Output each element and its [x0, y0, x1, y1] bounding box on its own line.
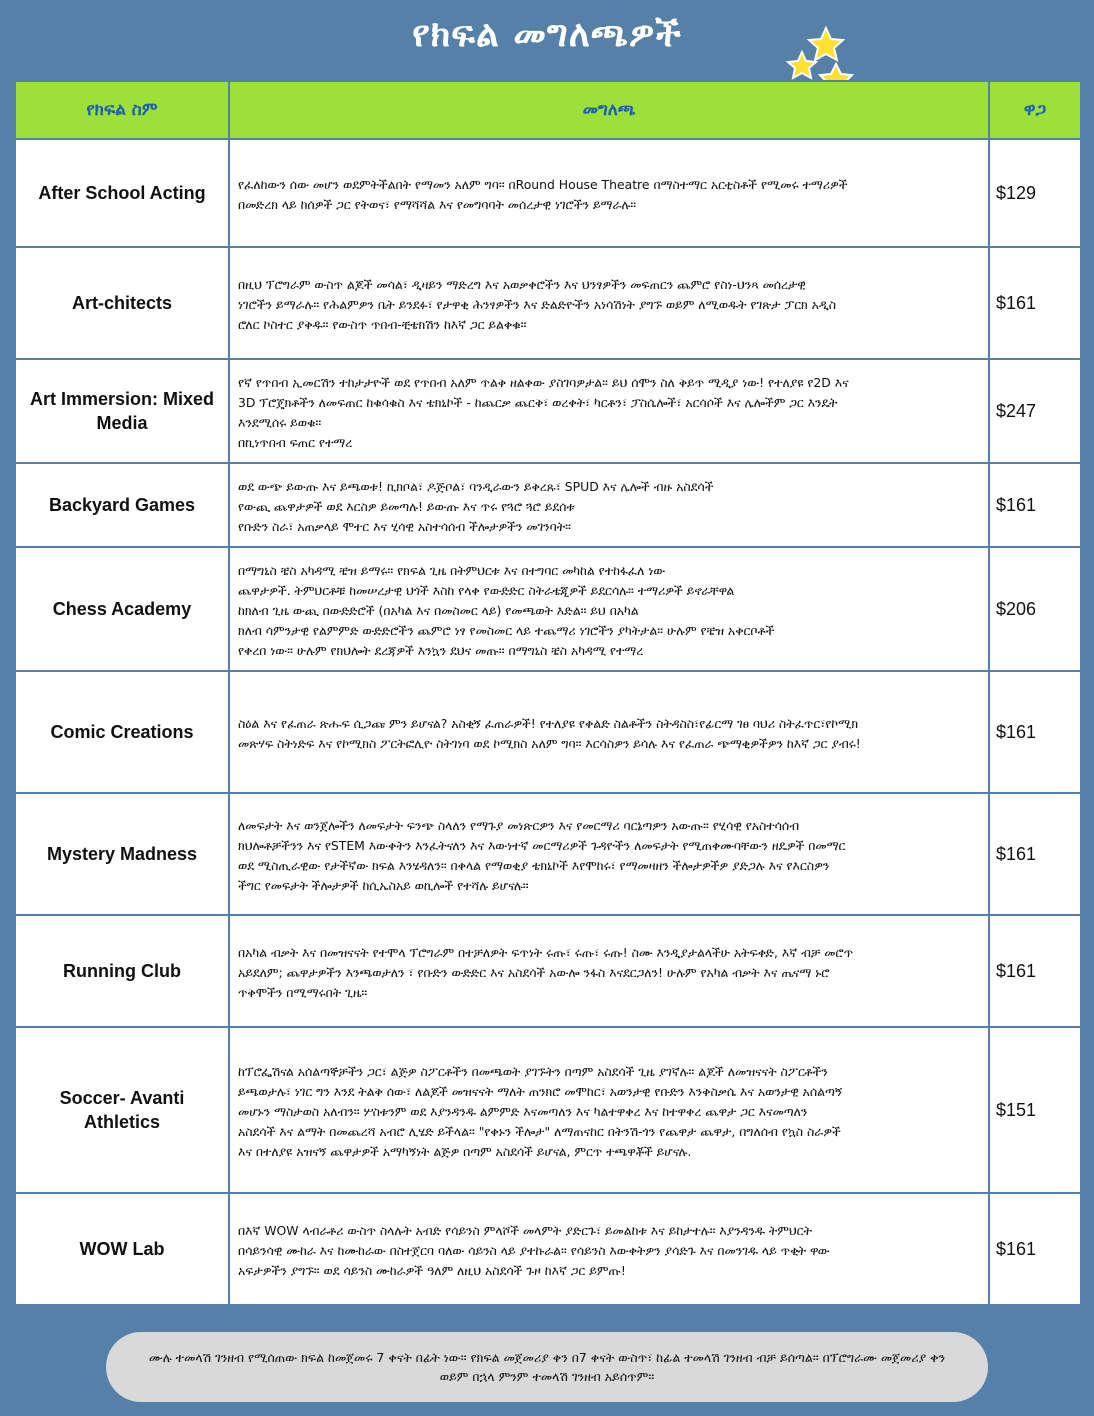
- class-name: Art Immersion: Mixed Media: [15, 359, 229, 463]
- class-price: $161: [989, 671, 1081, 793]
- class-description: [229, 139, 989, 247]
- description-line: ይጫወታሉ፣ ነገር ግን እንደ ትልቅ ሰው፣ ለልጆች መዝናናት ማለት ጠንክሮ መሞከር፣ አወንታዊ የቡድን እንቅስቃሴ እና አወንታዊ አሰልጣኝ: [238, 1083, 843, 1099]
- header-description: መግለጫ: [229, 81, 989, 139]
- class-name: Soccer- Avanti Athletics: [15, 1027, 229, 1193]
- class-table: [14, 80, 1082, 1306]
- description-line: ጨዋታዎች. ትምህርቶቹ ከመሠረታዊ ህጎች እስከ የላቀ የውድድር ስትራቴጂዎች ይደርሳሉ። ተማሪዎች ይኖራቸዋል: [238, 582, 735, 598]
- class-description: [229, 671, 989, 793]
- header-price: ዋጋ: [989, 81, 1081, 139]
- page-title: የክፍል መግለጫዎች: [412, 14, 682, 55]
- class-price: $161: [989, 1193, 1081, 1305]
- class-price: $247: [989, 359, 1081, 463]
- description-line: በእኛ WOW ላብራቶሪ ውስጥ ስላሉት አብድ የሳይንስ ምላሾች መላምት ያድርጉ፣ ይመልከቱ እና ይከታተሉ። እያንዳንዱ ትምህርት: [238, 1222, 812, 1238]
- class-name: Running Club: [15, 915, 229, 1027]
- table-row: [15, 547, 1081, 671]
- class-description: [229, 359, 989, 463]
- class-price: $161: [989, 463, 1081, 547]
- description-line: የውጪ ጨዋታዎች ወደ እርስዎ ይመጣሉ! ይውጡ እና ጥሩ የጓሮ ጓሮ ይደሰቱ: [238, 498, 575, 514]
- class-name: Art-chitects: [15, 247, 229, 359]
- description-line: ችግር የመፍታት ችሎታዎች ከሲኤስአይ ወኪሎች የተሻሉ ይሆናሉ።: [238, 877, 529, 893]
- class-name: WOW Lab: [15, 1193, 229, 1305]
- description-line: ከፕሮፌሽናል አሰልጣኞቻችን ጋር፣ ልጅዎ ስፖርቶችን በመጫወት ያገኙትን በጣም አስደሳች ጊዜ ያገኛሉ። ልጆች ለመዝናናት ስፖርቶችን: [238, 1063, 828, 1079]
- description-line: አይደለም; ጨዋታዎችን እንጫወታለን ፣ የቡድን ውድድር እና አስደሳች አውሎ ንፋስ እናደርጋለን! ሁሉም የአካል ብቃት እና ጤናማ ኑሮ: [238, 964, 830, 980]
- header-class-name: የክፍል ስም: [15, 81, 229, 139]
- description-line: ስዕል እና የፈጠራ ጽሑፍ ሲጋጩ ምን ይሆናል? አስቂኝ ፈጠራዎች! የተለያዩ የቀልድ ስልቶችን ስትዳስስ፣የፊርማ ገፀ ባህሪ ስትፈጥር፣የኮሚክ: [238, 715, 859, 731]
- class-name: Mystery Madness: [15, 793, 229, 915]
- class-description: [229, 793, 989, 915]
- description-line: ከክለብ ጊዜ ውጪ በውድድሮች (በአካል እና በመስመር ላይ) የመጫወት እድል። ይህ በአካል: [238, 602, 639, 618]
- description-line: በአካል ብቃት እና በመዝናናት የተሞላ ፕሮግራም በተቻለዎት ፍጥነት ሩጡ፣ ሩጡ፣ ሩጡ! ስሙ እንዲያታልላችሁ አትፍቀድ, እኛ ብቻ መሮጥ: [238, 944, 854, 960]
- class-price: $161: [989, 247, 1081, 359]
- table-row: [15, 793, 1081, 915]
- description-line: በመድረክ ላይ ከሰዎች ጋር የትወና፣ የማሻሻል እና የመግባባት መሰረታዊ ነገሮችን ይማራሉ።: [238, 196, 637, 212]
- class-price: $151: [989, 1027, 1081, 1193]
- table-row: [15, 671, 1081, 793]
- description-line: የፈለከውን ሰው መሆን ወደምትችልበት የማመን አለም ግባ። በRound House Theatre በማስተማር አርቲስቶች የሚመሩ ተማሪዎች: [238, 176, 848, 192]
- class-name: Comic Creations: [15, 671, 229, 793]
- refund-policy-note: ሙሉ ተመላሽ ገንዘብ የሚሰጠው ክፍል ከመጀመሩ 7 ቀናት በፊት ነው። የክፍል መጀመሪያ ቀን በ7 ቀናት ውስጥ፣ ከፊል ተመላሽ ገንዘብ ብቻ ይሰጣል። በፕሮግራሙ መጀመሪያ ቀን ወይም በኋላ ምንም ተመላሽ ገንዘብ አይሰጥም።: [106, 1332, 988, 1402]
- class-description: [229, 1193, 989, 1305]
- table-row: [15, 139, 1081, 247]
- table-row: [15, 247, 1081, 359]
- description-line: ጥቅሞችን በሚማሩበት ጊዜ።: [238, 984, 368, 1000]
- class-price: $129: [989, 139, 1081, 247]
- table-row: [15, 359, 1081, 463]
- class-name: Backyard Games: [15, 463, 229, 547]
- description-line: ክህሎቶቻችንን እና የSTEM እውቀትን እንፈትናለን እና እውነተኛ መርማሪዎች ጉዳዮችን ለመፍታት የሚጠቀሙባቸውን ዘዴዎች በመማር: [238, 837, 846, 853]
- header-row: [15, 81, 1081, 139]
- description-line: ሮለር ኮስተር ያቅዱ። የውስጥ ጥበብ-ቺቴክሽን ከእኛ ጋር ይልቀቁ።: [238, 316, 527, 332]
- description-line: መሆኑን ማስታወስ አለብን። ሦስቱንም ወደ እያንዳንዱ ልምምድ እናመጣለን እና ካልተዋቀረ እና ከተዋቀረ ጨዋታ ጋር እናመጣለን: [238, 1103, 808, 1119]
- description-line: ወደ ውጭ ይውጡ እና ይጫወቱ! ኪክቦል፣ ዶጅቦል፣ ባንዲራውን ይቅረጹ፣ SPUD እና ሌሎች ብዙ አስደሳች: [238, 478, 714, 494]
- class-description: [229, 1027, 989, 1193]
- description-line: በማግኒስ ቼስ አካዳሚ ቼዝ ይማሩ። የክፍል ጊዜ በትምህርቱ እና በተግባር መካከል የተከፋፈለ ነው: [238, 562, 666, 578]
- class-description: [229, 463, 989, 547]
- star-shape: [809, 28, 843, 60]
- description-line: በኪነጥበብ ፍጠር የተማረ: [238, 434, 353, 450]
- description-line: የቀረበ ነው። ሁሉም የክህሎት ደረጃዎች እንኳን ደህና መጡ። በማግኒስ ቼስ አካዳሚ የተማረ: [238, 642, 644, 658]
- class-description: [229, 247, 989, 359]
- description-line: የቡድን ስራ፣ አጠቃላይ ሞተር እና ሂሳዊ አስተሳሰብ ችሎታዎችን መገንባት።: [238, 518, 571, 534]
- class-name: Chess Academy: [15, 547, 229, 671]
- table-row: [15, 915, 1081, 1027]
- class-description: [229, 915, 989, 1027]
- description-line: ወደ ሚስጢራዊው የታችኛው ክፍል እንሄዳለን። በቀላል የማወቂያ ቴክኒኮች እየሞከሩ፣ የማመዛዘን ችሎታዎችዎ ያድጋሉ እና የእርስዎን: [238, 857, 830, 873]
- class-price: $206: [989, 547, 1081, 671]
- description-line: መጽሃፍ ስትነድፍ እና የኮሚክስ ፖርትፎሊዮ ስትገነባ ወደ ኮሚክስ አለም ግባ። እርሳስዎን ይሳሉ እና የፈጠራ ጭማቂዎችዎን ከእኛ ጋር ያብሩ!: [238, 735, 861, 751]
- description-line: እና በተለያዩ አዝናኝ ጨዋታዎች አማካኝነት ልጅዎ በጣም አስደሳች ይሆናል, ምርጥ ተጫዋቾች ይሆናሉ.: [238, 1143, 692, 1159]
- description-line: በዚህ ፕሮግራም ውስጥ ልጆች መሳል፣ ዲዛይን ማድረግ እና አወቃቀሮችን እና ህንፃዎችን መፍጠርን ጨምሮ የስነ-ህንጻ መሰረታዊ: [238, 276, 806, 292]
- table-row: [15, 1027, 1081, 1193]
- table-row: [15, 463, 1081, 547]
- class-price: $161: [989, 915, 1081, 1027]
- description-line: የኛ የጥበብ ኢመርሽን ተከታታዮች ወደ የጥበብ አለም ጥልቅ ዘልቀው ያስገባዎታል። ይህ ሰሞን ስለ ቅይጥ ሚዲያ ነው! የተለያዩ የ2D እና: [238, 374, 849, 390]
- description-line: አፍታዎችን ያግኙ። ወደ ሳይንስ ሙከራዎች ዓለም ለዚህ አስደሳች ጉዞ ከእኛ ጋር ይምጡ!: [238, 1262, 626, 1278]
- class-description: [229, 547, 989, 671]
- description-line: ለመፍታት እና ወንጀሎችን ለመፍታት ፍንጭ ስላለን የማጉያ መነጽርዎን እና የመርማሪ ባርኔጣዎን አውጡ። የሂሳዊ የአስተሳሰብ: [238, 817, 800, 833]
- table-row: [15, 1193, 1081, 1305]
- class-price: $161: [989, 793, 1081, 915]
- description-line: አስደሳች እና ልማት በመጨረሻ አብሮ ሊሄድ ይችላል። "የቀኑን ችሎታ" ለማጠናከር በትንሽ-ጎን የጨዋታ ጨዋታ, በግለሰብ የኳስ ስራዎች: [238, 1123, 841, 1139]
- star-shape: [788, 52, 816, 78]
- description-line: እንደሚሰሩ ይወቁ።: [238, 414, 322, 430]
- description-line: በሳይንሳዊ ሙከራ እና ከሙከራው በስተጀርባ ባለው ሳይንስ ላይ ያተኩራል። የሳይንስ እውቀትዎን ያሳድጉ እና በመንገዱ ላይ ጥቂት ዋው: [238, 1242, 830, 1258]
- description-line: ነገሮችን ይማራሉ። የሕልምዎን ቤት ይንደፉ፣ የታዋቂ ሕንፃዎችን እና ድልድዮችን አነሳሽነት ያግኙ ወይም ለሚወዱት የገጽታ ፓርክ አዲስ: [238, 296, 837, 312]
- description-line: 3D ፕሮጄክቶችን ለመፍጠር ከቁሳቁስ እና ቴክኒኮች - ከጨርቃ ጨርቅ፣ ወረቀት፣ ካርቶን፣ ፓስሴሎች፣ አርሳሶች እና ሌሎችም ጋር እንዴት: [238, 394, 838, 410]
- class-name: After School Acting: [15, 139, 229, 247]
- description-line: ክለብ ሳምንታዊ የልምምድ ውድድሮችን ጨምሮ ነፃ የመስመር ላይ ተጨማሪ ነገሮችን ያካትታል። ሁሉም የቼዝ አቅርቦቶች: [238, 622, 775, 638]
